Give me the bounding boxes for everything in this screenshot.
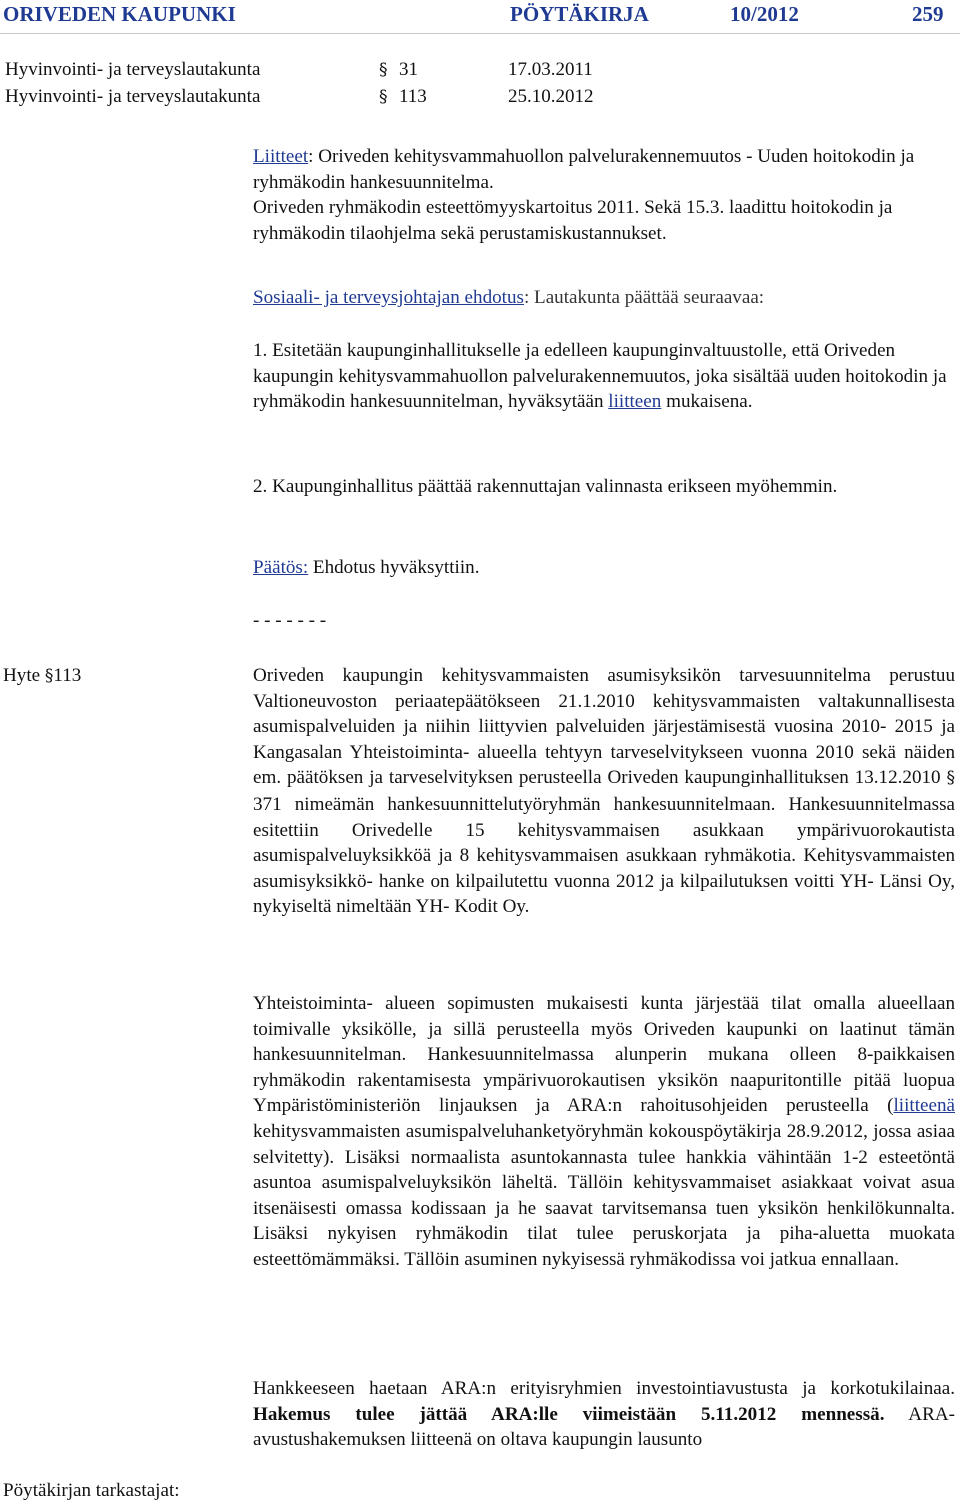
decision-text: Ehdotus hyväksyttiin. bbox=[308, 557, 480, 578]
attachments-text: : Oriveden kehitysvammahuollon palvelurakennemuutos - Uuden hoitokodin ja ryhmäkodin hankesuunnitelma. bbox=[253, 146, 915, 193]
attachment-link[interactable]: liitteenä bbox=[893, 1095, 955, 1117]
section-sign: § bbox=[946, 768, 955, 789]
item1-tail: mukaisena. bbox=[661, 391, 753, 413]
attachments-block bbox=[253, 144, 955, 246]
proposal-item-1 bbox=[253, 338, 955, 415]
section-ref-label: Hyte bbox=[3, 665, 41, 686]
reference-date: 17.03.2011 bbox=[508, 59, 593, 80]
proposal-label: Sosiaali- ja terveysjohtajan ehdotus bbox=[253, 287, 524, 308]
doc-number: 10/2012 bbox=[730, 2, 799, 26]
section-ref-number: 113 bbox=[53, 665, 82, 686]
section-sign: § bbox=[379, 87, 388, 107]
section-sign: § bbox=[379, 60, 388, 80]
paragraph-2-text-cont: kehitysvammaisten asumispalveluhanketyöryhmän kokouspöytäkirja 28.9.2012, jossa asiaa selvitetty). Lisäksi normaalista asuntokannasta tulee hankkia vähintään 1-2 esteetöntä asuntoa asumispalveluyksikön läheltä. Tällöin kehitysvammaiset asiakkaat voivat asua itsenäisesti omassa kodissaan ja he saavat tarvitsemansa tuen yksikön henkilökunnalta. Lisäksi nykyisen ryhmäkodin tilat tulee peruskorjata ja piha-aluetta muokata esteettömämmäksi. Tällöin asuminen nykyisessä ryhmäkodissa voi jatkua ennallaan. bbox=[253, 1120, 955, 1270]
paragraph-2 bbox=[253, 991, 955, 1273]
deadline-notice: Hakemus tulee jättää ARA:lle viimeistään 5.11.2012 mennessä. bbox=[253, 1403, 885, 1425]
paragraph-1-text-cont: 371 nimeämän hankesuunnittelutyöryhmän hankesuunnitelmaan. Hankesuunnitelmassa esitettiin Orivedelle 15 kehitysvammaisen asukkaan ympärivuorokautista asumispalveluyksikköä ja 8 kehitysvammaisen asukkaan ryhmäkotia. Kehitysvammaisten asumisyksikkö- hanke on kilpailutettu vuonna 2012 ja kilpailutuksen voitti YH- Länsi Oy, nykyiseltä nimeltään YH- Kodit Oy. bbox=[253, 793, 955, 918]
proposal-text: : Lautakunta päättää seuraavaa: bbox=[523, 287, 765, 308]
attachments-line2: Oriveden ryhmäkodin esteettömyyskartoitus 2011. Sekä 15.3. laadittu hoitokodin ja ryhmäkodin tilaohjelma sekä perustamiskustannukset. bbox=[253, 197, 893, 244]
decision-line bbox=[253, 555, 955, 581]
doc-type: PÖYTÄKIRJA bbox=[510, 2, 649, 26]
paragraph-3-text: Hankkeeseen haetaan ARA:n erityisryhmien investointiavustusta ja korkotukilainaa. bbox=[253, 1378, 955, 1399]
paragraph-2-text: Yhteistoiminta- alueen sopimusten mukaisesti kunta järjestää tilat omalla alueellaan toimivalle yksikölle, ja sillä perusteella myös Oriveden kaupunki on laatinut tämän hankesuunnitelman. Hankesuunnitelmassa alunperin mukana olleen 8-paikkaisen ryhmäkodin rakentamisesta ympärivuorokautisen yksikön naapuritontille pitää luopua Ympäristöministeriön linjauksen ja ARA:n rahoitusohjeiden perusteella ( bbox=[253, 993, 955, 1117]
section-ref bbox=[3, 663, 81, 689]
paragraph-3 bbox=[253, 1376, 955, 1453]
section-sign: § bbox=[44, 666, 54, 686]
attachments-label: Liitteet bbox=[253, 146, 309, 167]
reviewers-label: Pöytäkirjan tarkastajat: bbox=[3, 1480, 180, 1501]
reference-body: Hyvinvointi- ja terveyslautakunta bbox=[5, 59, 261, 80]
reference-number: 113 bbox=[399, 86, 427, 107]
reference-date: 25.10.2012 bbox=[508, 86, 594, 107]
item1-text: 1. Esitetään kaupunginhallitukselle ja edelleen kaupunginvaltuustolle, että Oriveden kaupungin kehitysvammahuollon palvelurakennemuutos, joka sisältää uuden hoitokodin ja ryhmäkodin hankesuunnitelman, hyväksytään bbox=[253, 340, 947, 413]
separator: - - - - - - - bbox=[253, 610, 327, 631]
proposal-item-2: 2. Kaupunginhallitus päättää rakennuttajan valinnasta erikseen myöhemmin. bbox=[253, 476, 838, 497]
page-number: 259 bbox=[912, 2, 944, 26]
header-divider bbox=[0, 33, 960, 34]
paragraph-3-text-cont: ARA- avustushakemuksen liitteenä on oltava kaupungin lausunto bbox=[253, 1403, 955, 1451]
paragraph-1-text: Oriveden kaupungin kehitysvammaisten asumisyksikön tarvesuunnitelma perustuu Valtioneuvoston periaatepäätökseen 21.1.2010 kehitysvammaisten valtakunnallisesta asumispalveluiden ja niihin liittyvien palveluiden järjestämisestä vuosina 2010- 2015 ja Kangasalan Yhteistoiminta- alueella tehtyyn tarveselvitykseen vuonna 2010 sekä näiden em. päätöksen ja tarveselvityksen perusteella Oriveden kaupunginhallituksen 13.12.2010 bbox=[253, 665, 955, 789]
reference-number: 31 bbox=[399, 59, 418, 80]
paragraph-1 bbox=[253, 663, 955, 920]
reference-body: Hyvinvointi- ja terveyslautakunta bbox=[5, 86, 261, 107]
proposal-line bbox=[253, 285, 955, 311]
decision-label: Päätös: bbox=[253, 557, 309, 578]
attachment-link[interactable]: liitteen bbox=[608, 391, 662, 413]
org-name: ORIVEDEN KAUPUNKI bbox=[3, 2, 236, 26]
